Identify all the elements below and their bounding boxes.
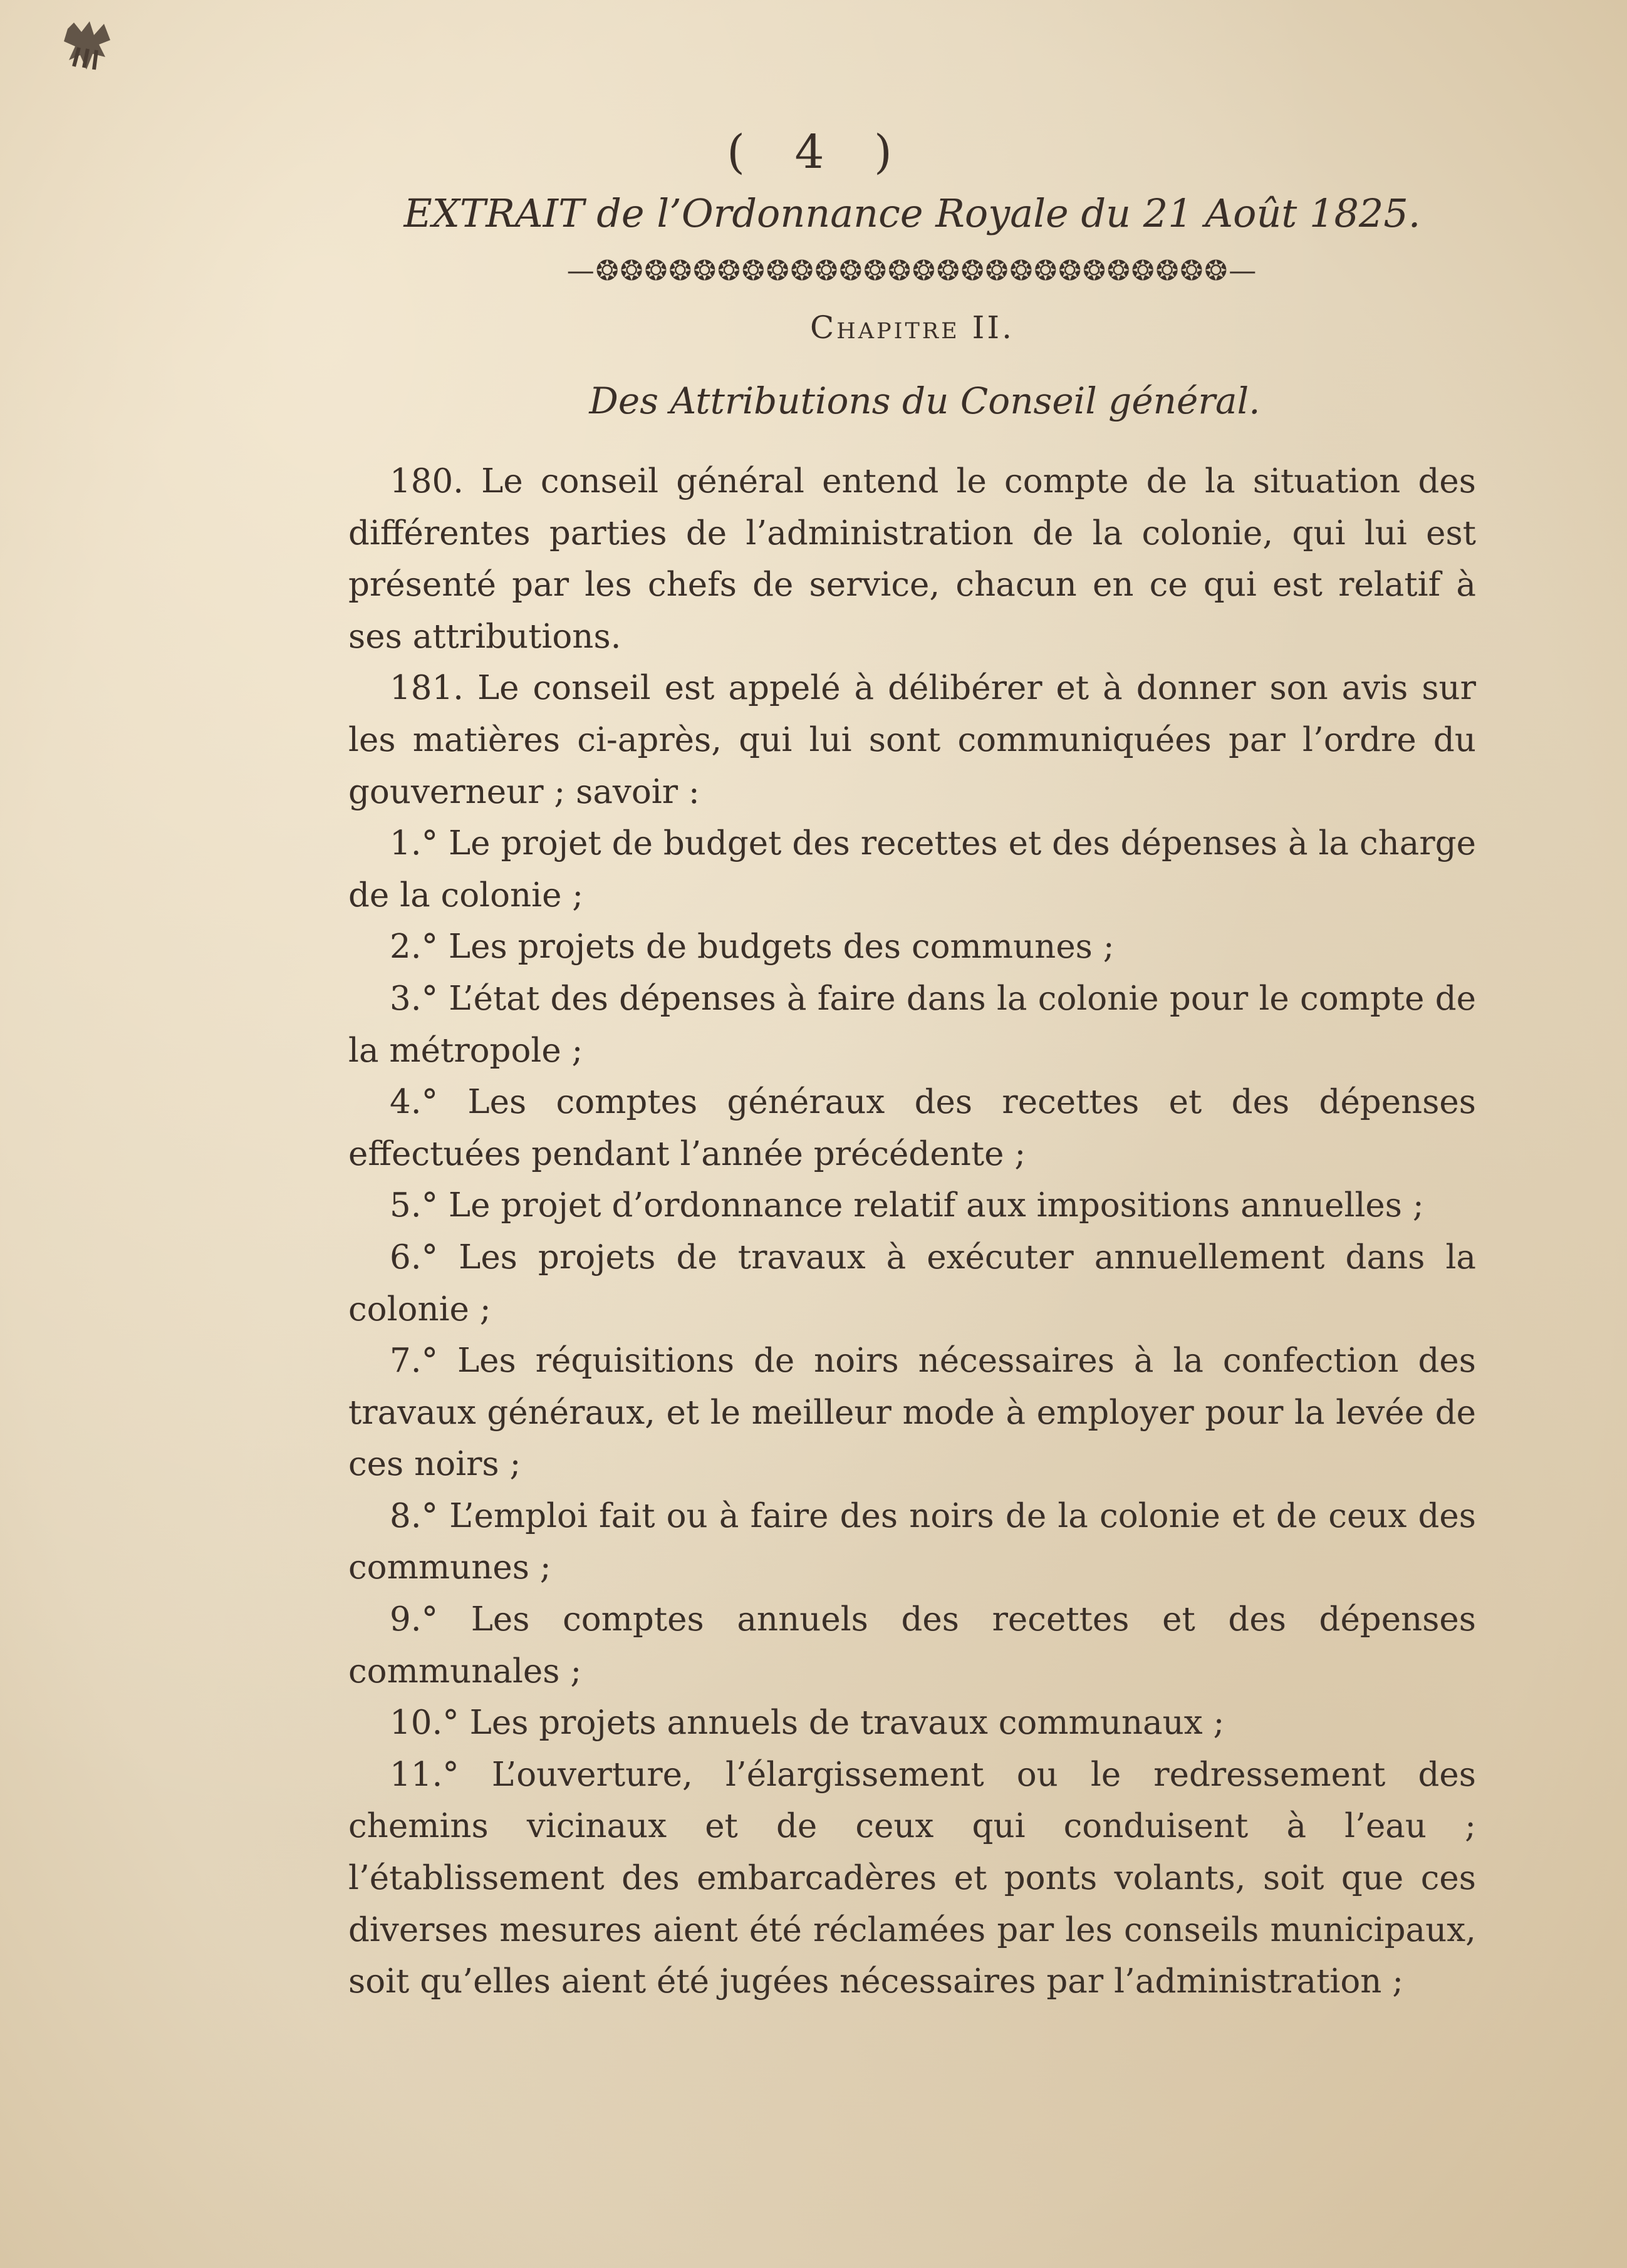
- document-title: EXTRAIT de l’Ordonnance Royale du 21 Août 1825.: [403, 190, 1421, 236]
- list-item-4: 4.° Les comptes généraux des recettes et des dépenses effectuées pendant l’année précédente ;: [348, 1083, 1476, 1173]
- page-number: ( 4 ): [727, 125, 910, 179]
- list-item-5: 5.° Le projet d’ordonnance relatif aux impositions annuelles ;: [390, 1186, 1424, 1225]
- list-item-6: 6.° Les projets de travaux à exécuter annuellement dans la colonie ;: [348, 1238, 1476, 1328]
- list-item-1: 1.° Le projet de budget des recettes et des dépenses à la charge de la colonie ;: [348, 824, 1476, 914]
- chapter-heading: [348, 309, 1476, 346]
- paragraph-181: 181. Le conseil est appelé à délibérer et à donner son avis sur les matières ci-après, qui lui sont communiquées par l’ordre du gouverneur ; savoir :: [348, 669, 1476, 811]
- chapter-label: Chapitre II.: [810, 309, 1014, 346]
- section-subtitle: Des Attributions du Conseil général.: [589, 380, 1261, 422]
- body-text: [348, 456, 1476, 2008]
- list-item-2: 2.° Les projets de budgets des communes ;: [390, 928, 1115, 966]
- text-column: [348, 119, 1476, 2008]
- list-item-8: 8.° L’emploi fait ou à faire des noirs de la colonie et de ceux des communes ;: [348, 1496, 1476, 1587]
- list-item-7: 7.° Les réquisitions de noirs nécessaires à la confection des travaux généraux, et le meilleur mode à employer pour la levée de ces noirs ;: [348, 1342, 1476, 1484]
- list-item-10: 10.° Les projets annuels de travaux communaux ;: [390, 1704, 1225, 1742]
- library-stamp-mark: [55, 10, 130, 79]
- list-item-11: 11.° L’ouverture, l’élargissement ou le redressement des chemins vicinaux et de ceux qui conduisent à l’eau ; l’établissement des embarcadères et ponts volants, soit que ces diverses mesures aient été réclamées par les conseils municipaux, soit qu’elles aient été jugées nécessaires par l’administration ;: [348, 1755, 1476, 2001]
- paragraph-180: 180. Le conseil général entend le compte de la situation des différentes parties de l’administration de la colonie, qui lui est présenté par les chefs de service, chacun en ce qui est relatif à ses attributions.: [348, 462, 1476, 656]
- ornamental-rule: —❂❂❂❂❂❂❂❂❂❂❂❂❂❂❂❂❂❂❂❂❂❂❂❂❂❂—: [566, 255, 1258, 287]
- list-item-9: 9.° Les comptes annuels des recettes et des dépenses communales ;: [348, 1600, 1476, 1691]
- list-item-3: 3.° L’état des dépenses à faire dans la colonie pour le compte de la métropole ;: [348, 979, 1476, 1070]
